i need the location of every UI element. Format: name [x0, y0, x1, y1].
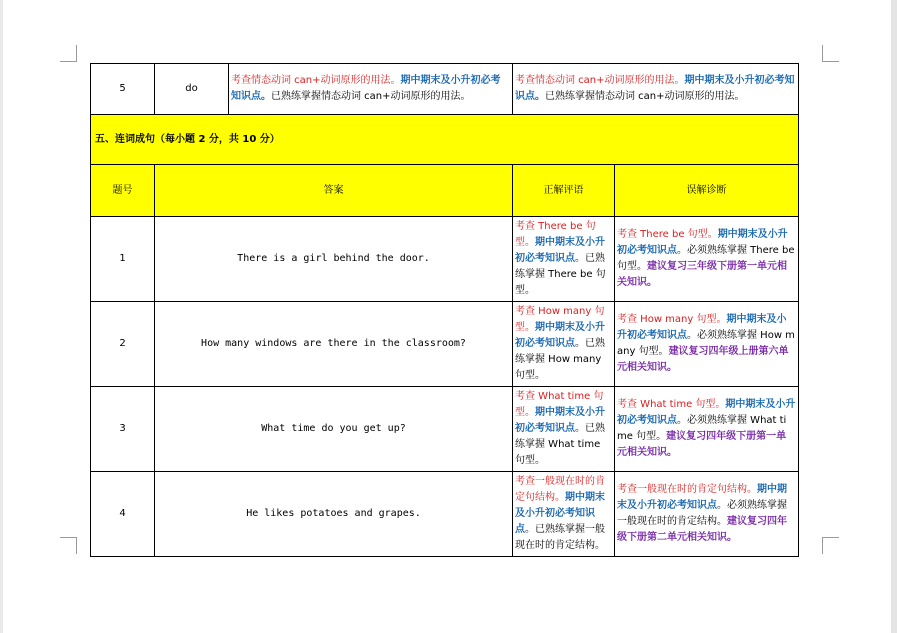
section-row: [91, 115, 799, 165]
comment-black: 。已熟练掌握 What time 句型。: [515, 423, 605, 466]
diagnosis-blue: 期中期末及小升初必考知识点: [617, 229, 788, 256]
header-wrong: 误解诊断: [615, 165, 799, 217]
section-title: 五、连词成句（每小题 2 分，共 10 分）: [91, 115, 799, 165]
table-row-4: [91, 472, 799, 557]
question-number: 3: [91, 387, 155, 472]
crop-mark-bottom-right: [822, 537, 839, 554]
wrong-diagnosis-cell: [615, 302, 799, 387]
table-row-1: [91, 217, 799, 302]
wrong-diagnosis-cell: [615, 472, 799, 557]
diagnosis-blue: 期中期末及小升初必考知识点: [617, 399, 796, 426]
wrong-diagnosis-cell: [513, 64, 799, 115]
comment-red: 考查 What time 句型。: [515, 391, 604, 418]
question-number: 1: [91, 217, 155, 302]
crop-mark-bottom-left: [60, 537, 77, 554]
comment-blue: 期中期末及小升初必考知识点: [515, 407, 605, 434]
diagnosis-table: [90, 63, 799, 557]
correct-comment-cell: [513, 387, 615, 472]
diagnosis-blue: 期中期末及小升初必考知识点: [617, 484, 787, 511]
comment-red: 考查 There be 句型。: [515, 221, 596, 248]
answer-cell: There is a girl behind the door.: [155, 217, 513, 302]
diagnosis-black: 。必须熟练掌握一般现在时的肯定结构。: [617, 500, 787, 527]
header-row: [91, 165, 799, 217]
crop-mark-top-left: [60, 45, 77, 62]
comment-black: 。已熟练掌握 There be 句型。: [515, 253, 606, 296]
comment-black: 已熟练掌握情态动词 can+动词原形的用法。: [271, 91, 471, 102]
table-row-3: [91, 387, 799, 472]
diagnosis-purple: 建议复习四年级上册第六单元相关知识。: [617, 346, 789, 373]
correct-comment-cell: [229, 64, 513, 115]
table-row-2: [91, 302, 799, 387]
diagnosis-purple: 建议复习三年级下册第一单元相关知识。: [617, 261, 787, 288]
comment-red: 考查情态动词 can+动词原形的用法。: [231, 75, 401, 86]
header-number: 题号: [91, 165, 155, 217]
comment-blue: 期中期末及小升初必考知识点: [515, 237, 605, 264]
question-number: 5: [91, 64, 155, 115]
comment-blue: 期中期末及小升初必考知识点: [515, 492, 605, 535]
comment-blue: 期中期末及小升初必考知识点: [515, 322, 605, 349]
comment-red: 考查 How many 句型。: [515, 306, 605, 333]
comment-red: 考查一般现在时的肯定句结构。: [515, 476, 605, 503]
diagnosis-purple: 建议复习四年级下册第二单元相关知识。: [617, 516, 787, 543]
wrong-diagnosis-cell: [615, 217, 799, 302]
diagnosis-black: 。必须熟练掌握 There be 句型。: [617, 245, 795, 272]
page-left-edge: [0, 0, 3, 633]
diagnosis-red: 考查 How many 句型。: [617, 314, 727, 325]
correct-comment-cell: [513, 472, 615, 557]
diagnosis-black: 已熟练掌握情态动词 can+动词原形的用法。: [545, 91, 745, 102]
comment-black: 。已熟练掌握 How many 句型。: [515, 338, 605, 381]
question-number: 4: [91, 472, 155, 557]
question-number: 2: [91, 302, 155, 387]
diagnosis-blue: 期中期末及小升初必考知识点: [617, 314, 787, 341]
answer-cell: He likes potatoes and grapes.: [155, 472, 513, 557]
correct-comment-cell: [513, 217, 615, 302]
comment-blue: 期中期末及小升初必考知识点。: [231, 75, 501, 102]
wrong-diagnosis-cell: [615, 387, 799, 472]
header-correct: 正解评语: [513, 165, 615, 217]
page-right-edge: [891, 0, 897, 633]
crop-mark-top-right: [822, 45, 839, 62]
diagnosis-red: 考查 What time 句型。: [617, 399, 726, 410]
answer-cell: How many windows are there in the classroom?: [155, 302, 513, 387]
comment-black: 。已熟练掌握一般现在时的肯定结构。: [515, 524, 605, 551]
header-answer: 答案: [155, 165, 513, 217]
diagnosis-black: 。必须熟练掌握 How many 句型。: [617, 330, 795, 357]
diagnosis-blue: 期中期末及小升初必考知识点。: [515, 75, 795, 102]
answer-cell: do: [155, 64, 229, 115]
diagnosis-purple: 建议复习四年级下册第一单元相关知识。: [617, 431, 787, 458]
diagnosis-red: 考查一般现在时的肯定句结构。: [617, 484, 757, 495]
correct-comment-cell: [513, 302, 615, 387]
diagnosis-red: 考查 There be 句型。: [617, 229, 718, 240]
answer-cell: What time do you get up?: [155, 387, 513, 472]
diagnosis-black: 。必须熟练掌握 What time 句型。: [617, 415, 787, 442]
diagnosis-red: 考查情态动词 can+动词原形的用法。: [515, 75, 685, 86]
table-row-5: [91, 64, 799, 115]
